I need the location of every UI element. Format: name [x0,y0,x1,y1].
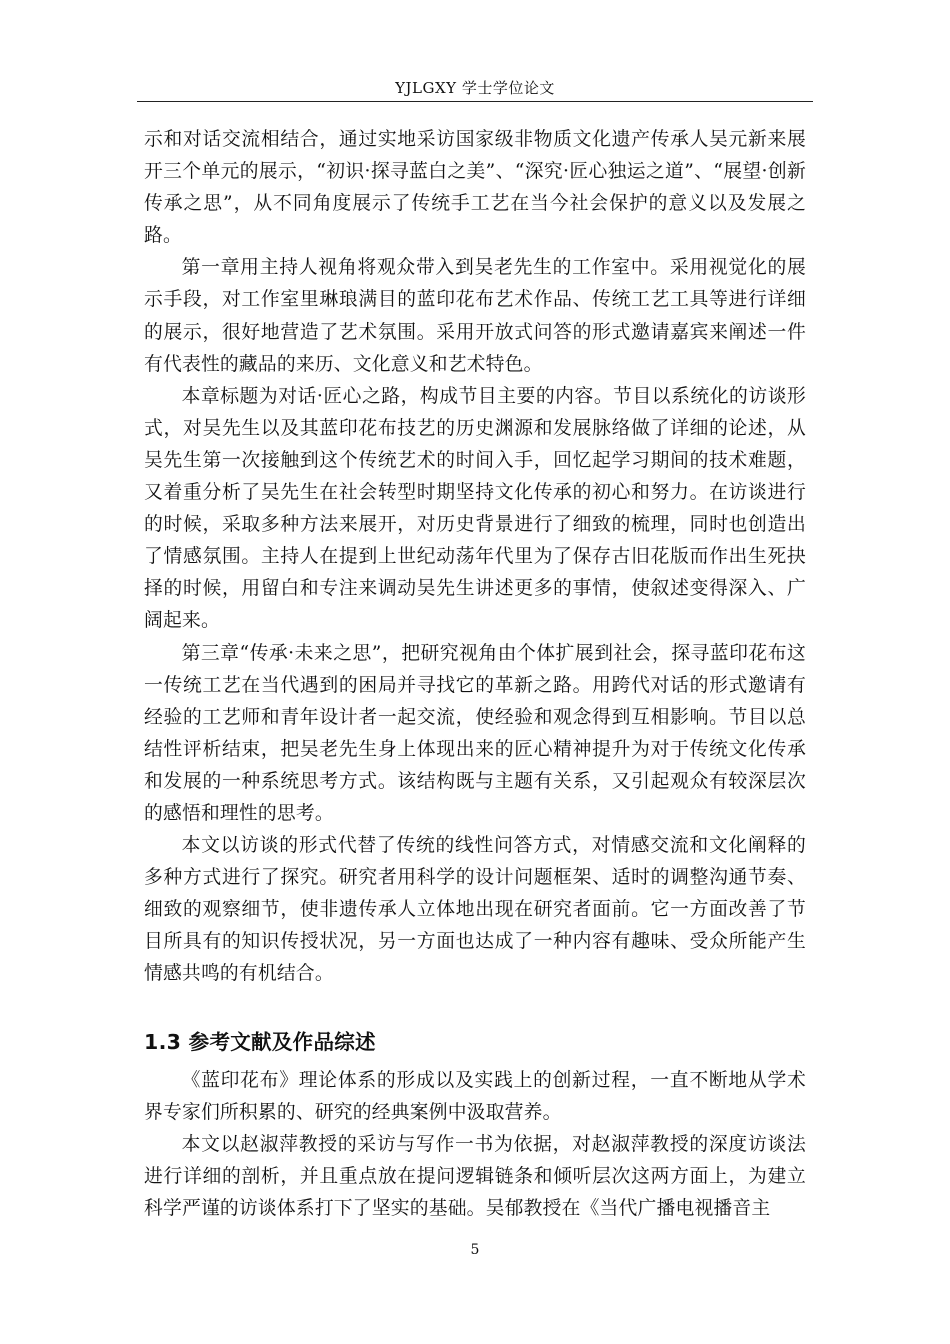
paragraph-continued: 示和对话交流相结合，通过实地采访国家级非物质文化遗产传承人吴元新来展开三个单元的展示，“初识·探寻蓝白之美”、“深究·匠心独运之道”、“展望·创新传承之思”，从不同角度展示了传统手工艺在当今社会保护的意义以及发展之路。 [144,129,806,247]
paragraph: 第三章“传承·未来之思”，把研究视角由个体扩展到社会，探寻蓝印花布这一传统工艺在当代遇到的困局并寻找它的革新之路。用跨代对话的形式邀请有经验的工艺师和青年设计者一起交流，使经验和观念得到互相影响。节目以总结性评析结束，把吴老先生身上体现出来的匠心精神提升为对于传统文化传承和发展的一种系统思考方式。该结构既与主题有关系，又引起观众有较深层次的感悟和理性的思考。 [144,642,806,824]
section-heading: 1.3 参考文献及作品综述 [144,1029,376,1054]
page-body [144,124,806,1225]
paragraph: 第一章用主持人视角将观众带入到吴老先生的工作室中。采用视觉化的展示手段，对工作室里琳琅满目的蓝印花布艺术作品、传统工艺工具等进行详细的展示，很好地营造了艺术氛围。采用开放式问答的形式邀请嘉宾来阐述一件有代表性的藏品的来历、文化意义和艺术特色。 [144,257,806,375]
paragraph: 本章标题为对话·匠心之路，构成节目主要的内容。节目以系统化的访谈形式，对吴先生以及其蓝印花布技艺的历史渊源和发展脉络做了详细的论述，从吴先生第一次接触到这个传统艺术的时间入手，回忆起学习期间的技术难题，又着重分析了吴先生在社会转型时期坚持文化传承的初心和努力。在访谈进行的时候，采取多种方法来展开，对历史背景进行了细致的梳理，同时也创造出了情感氛围。主持人在提到上世纪动荡年代里为了保存古旧花版而作出生死抉择的时候，用留白和专注来调动吴先生讲述更多的事情，使叙述变得深入、广阔起来。 [144,385,806,632]
paragraph: 本文以访谈的形式代替了传统的线性问答方式，对情感交流和文化阐释的多种方式进行了探究。研究者用科学的设计问题框架、适时的调整沟通节奏、细致的观察细节，使非遗传承人立体地出现在研究者面前。它一方面改善了节目所具有的知识传授状况，另一方面也达成了一种内容有趣味、受众所能产生情感共鸣的有机结合。 [144,835,806,985]
running-header: YJLGXY 学士学位论文 [395,79,555,97]
page-number: 5 [470,1242,480,1258]
paragraph: 本文以赵淑萍教授的采访与写作一书为依据，对赵淑萍教授的深度访谈法进行详细的剖析，并且重点放在提问逻辑链条和倾听层次这两方面上，为建立科学严谨的访谈体系打下了坚实的基础。吴郁教授在《当代广播电视播音主 [144,1133,806,1219]
paragraph: 《蓝印花布》理论体系的形成以及实践上的创新过程，一直不断地从学术界专家们所积累的、研究的经典案例中汲取营养。 [144,1069,806,1123]
header-rule [137,101,813,102]
